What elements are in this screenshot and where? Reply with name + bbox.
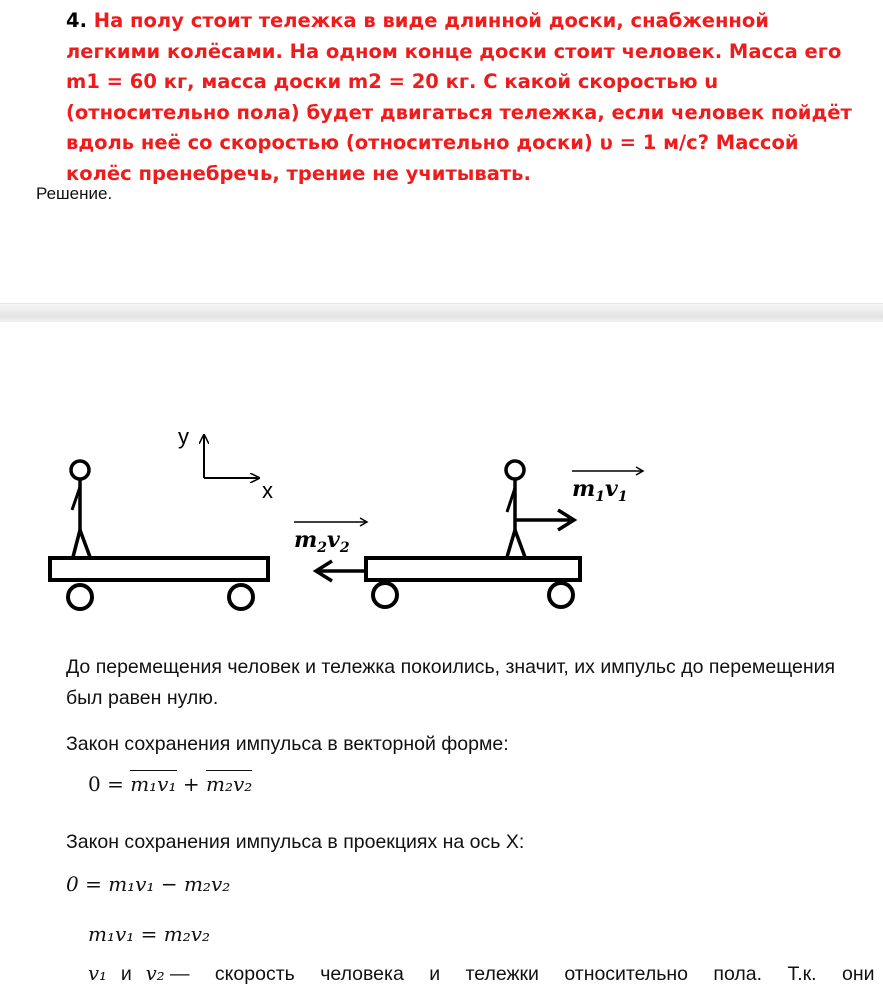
paragraph-vector-law: Закон сохранения импульса в векторной форме: [66,733,509,755]
vector-term-1: m₁v₁ [130,772,177,796]
person-left-icon [71,461,90,557]
problem-number: 4. [66,9,87,32]
problem-text: На полу стоит тележка в виде длинной доски, снабженной легкими колёсами. На одном конце доски стоит человек. Масса его m1 = 60 кг, масса доски m2 = 20 кг. С какой скоростью u (относительно пола) будет двигаться тележка, если человек пойдёт вдоль неё со скоростью (относительно доски) υ = 1 м/с? Массой колёс пренебречь, трение не учитывать. [66,9,852,185]
carts-figure [0,320,883,640]
axis-y-label: y [178,424,189,449]
svg-text:m1v1: $m_1v_1$ [572,476,628,505]
vector-label-m1v1 [572,467,643,505]
paragraph-velocities: v₁ и v₂ — скорость человека и тележки относительно пола. Т.к. они [88,962,875,985]
problem-statement [66,6,866,189]
left-cart-icon [50,461,268,609]
paragraph-projection-law: Закон сохранения импульса в проекциях на ось X: [66,831,525,853]
paragraph-rest: До перемещения человек и тележка покоились, значит, их импульс до перемещения был равен нулю. [66,656,836,709]
axes-icon [178,424,273,503]
vector-label-m2v2 [294,518,367,556]
vector-term-2: m₂v₂ [206,772,253,796]
svg-text:m2v2: $m_2v_2$ [294,527,350,556]
arrow-right-icon [516,510,574,530]
equation-momentum-equal: m₁v₁ = m₂v₂ [88,922,211,946]
right-cart-icon [366,461,580,607]
equation-vector: 0 = m₁v₁ + m₂v₂ [88,772,253,796]
equation-projection: 0 = m₁v₁ − m₂v₂ [66,872,231,896]
solution-label: Решение. [36,184,113,203]
axis-x-label: x [262,478,273,503]
arrow-left-icon [316,561,366,581]
person-right-icon [506,461,525,557]
